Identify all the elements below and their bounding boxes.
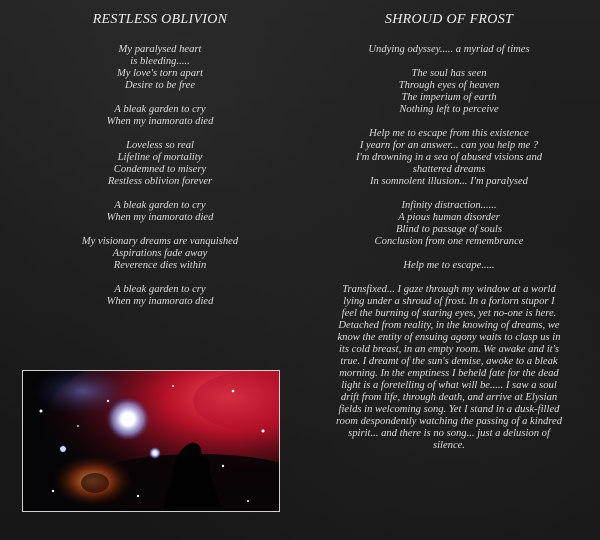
- stanza: [318, 68, 580, 116]
- stanza: [55, 104, 265, 128]
- lyric-line: My visionary dreams are vanquished: [81, 236, 239, 247]
- lyric-line: A bleak garden to cry: [114, 284, 206, 295]
- song-title-restless-oblivion: RESTLESS OBLIVION: [92, 12, 228, 27]
- stanza: [318, 44, 580, 56]
- nebula-illustration: [23, 371, 280, 512]
- stanza: [318, 128, 580, 188]
- lyric-line: A bleak garden to cry: [114, 104, 206, 115]
- lyric-line: silence.: [432, 440, 466, 451]
- lyric-line: In somnolent illusion... I'm paralysed: [370, 176, 528, 187]
- lyric-line: Conclusion from one remembrance: [374, 236, 524, 247]
- lyric-line: The soul has seen: [411, 68, 487, 79]
- lyric-line: A bleak garden to cry: [114, 200, 206, 211]
- lyric-line: Lifeline of mortality: [117, 152, 203, 163]
- lyric-line: fields in welcoming song. Yet I stand in a dusk-filled: [338, 404, 560, 415]
- lyric-line: feel the burning of staring eyes, yet no-one is here.: [341, 308, 557, 319]
- lyric-line: true. I dreamt of the sun's demise, awoke to a bleak: [340, 356, 558, 367]
- horsehead-nebula-image: [22, 370, 280, 512]
- lyrics-stanzas: [318, 44, 580, 452]
- lyric-line: Loveless so real: [126, 140, 194, 151]
- lyric-line: Help me to escape from this existence: [369, 128, 529, 139]
- lyric-line: My love's torn apart: [116, 68, 204, 79]
- lyric-line: Desire to be free: [124, 80, 196, 91]
- stanza: [55, 44, 265, 92]
- lyric-line: The imperium of earth: [401, 92, 497, 103]
- lyric-line: Transfixed... I gaze through my window at a world: [342, 284, 556, 295]
- lyric-line: When my inamorato died: [106, 296, 214, 307]
- stanza: [318, 200, 580, 248]
- lyric-line: spirit... and there is no song... just a delusion of: [348, 428, 550, 439]
- lyric-line: Help me to escape.....: [403, 260, 495, 271]
- lyric-line: I yearn for an answer... can you help me ?: [359, 140, 539, 151]
- lyric-line: When my inamorato died: [106, 116, 214, 127]
- lyric-line: Infinity distraction......: [401, 200, 497, 211]
- stanza: [55, 284, 265, 308]
- stanza: [55, 236, 265, 272]
- lyric-line: shattered dreams: [412, 164, 486, 175]
- lyric-line: Reverence dies within: [113, 260, 207, 271]
- lyric-line: know the entity of ensuing agony waits to clasp us in: [337, 332, 561, 343]
- lyric-line: My paralysed heart: [118, 44, 202, 55]
- stanza: [55, 140, 265, 188]
- lyric-line: A pious human disorder: [398, 212, 500, 223]
- lyric-line: drift from life, through death, and arrive at Elysian: [340, 392, 558, 403]
- lyric-line: lying under a shroud of frost. In a forlorn stupor I: [343, 296, 555, 307]
- lyric-line: Condemned to misery: [113, 164, 207, 175]
- lyric-line: Aspirations fade away: [112, 248, 208, 259]
- lyric-line: Through eyes of heaven: [398, 80, 500, 91]
- song-title-shroud-of-frost: SHROUD OF FROST: [384, 12, 514, 27]
- stanza: [55, 200, 265, 224]
- lyrics-stanzas: [55, 44, 265, 308]
- stanza: [318, 260, 580, 272]
- lyric-line: light is a foretelling of what will be..... I saw a soul: [341, 380, 557, 391]
- stanza: [318, 284, 580, 452]
- lyrics-column-shroud-of-frost: [318, 10, 580, 464]
- lyric-line: is bleeding.....: [130, 56, 190, 67]
- lyric-line: Restless oblivion forever: [107, 176, 213, 187]
- lyric-line: I'm drowning in a sea of abused visions and: [355, 152, 543, 163]
- lyric-line: Nothing left to perceive: [399, 104, 499, 115]
- lyric-line: Blind to passage of souls: [396, 224, 502, 235]
- lyric-line: morning. In the emptiness I beheld fate for the dead: [339, 368, 559, 379]
- lyrics-column-restless-oblivion: [55, 10, 265, 320]
- lyric-line: room despondently watching the passing of a kindred: [335, 416, 563, 427]
- lyric-line: Undying odyssey..... a myriad of times: [368, 44, 530, 55]
- lyric-line: Detached from reality, in the knowing of dreams, we: [338, 320, 560, 331]
- lyric-line: When my inamorato died: [106, 212, 214, 223]
- lyric-line: its cold breast, in an empty room. We awake and it's: [338, 344, 559, 355]
